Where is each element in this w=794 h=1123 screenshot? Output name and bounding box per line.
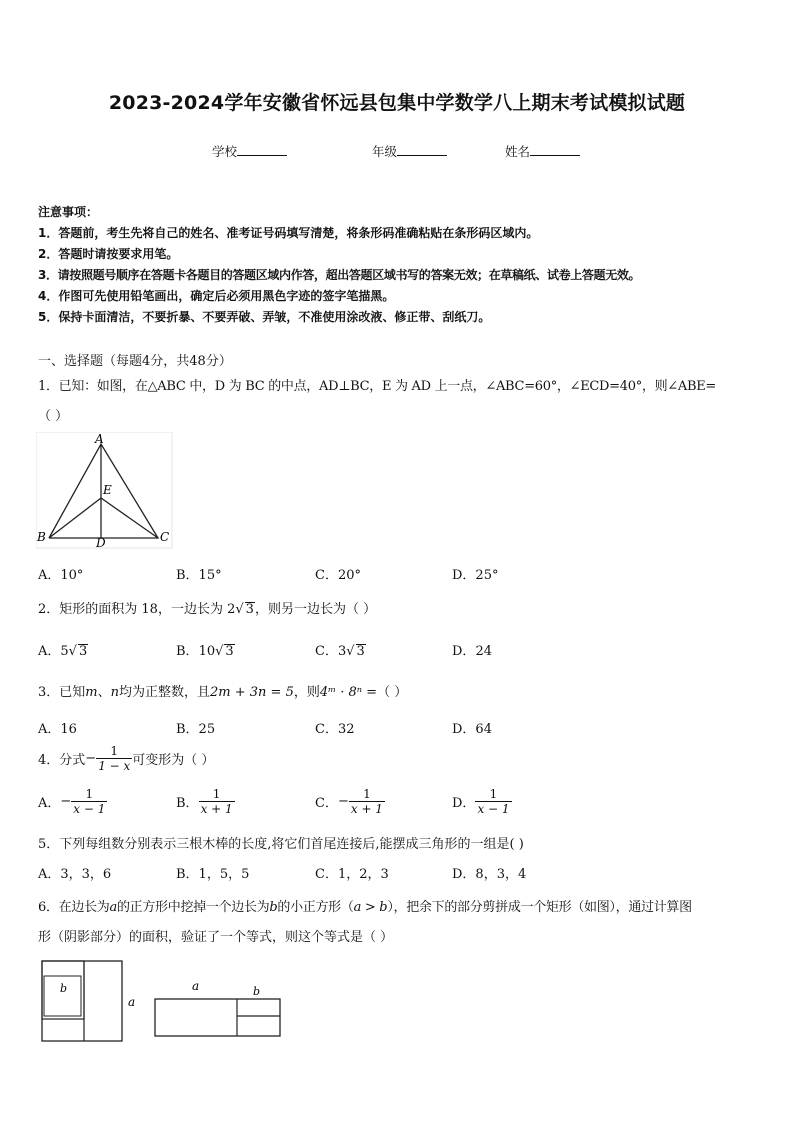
- q2-option-radicand: 3: [225, 644, 234, 659]
- q1-option-b[interactable]: B．15°: [176, 568, 222, 583]
- question-3-text: [38, 681, 407, 700]
- q6-part: 6．在边长为: [38, 900, 110, 915]
- q2-option-coef: 5: [60, 644, 69, 659]
- q3-part: （ ）: [377, 685, 408, 700]
- q4-option-d[interactable]: [452, 787, 512, 816]
- q3-option-c[interactable]: C．32: [315, 722, 355, 737]
- fig-b-label-right: b: [253, 985, 261, 998]
- question-4-text: [38, 744, 214, 773]
- q4-option-letter: B．: [176, 796, 199, 811]
- q4-option-sign: −: [337, 794, 349, 809]
- point-d-label: D: [96, 536, 106, 550]
- q4-option-denominator: x − 1: [477, 802, 510, 816]
- q1-option-a[interactable]: A．10°: [38, 568, 84, 583]
- q4-option-letter: C．: [315, 796, 338, 811]
- q2-post: ，则另一边长为（ ）: [254, 602, 377, 617]
- q5-option-b[interactable]: B．1，5，5: [176, 867, 250, 882]
- square-rectangle-figure: [38, 956, 288, 1046]
- vertex-b-label: B: [37, 530, 46, 544]
- q3-option-d[interactable]: D．64: [452, 722, 492, 737]
- q6-part: 的小正方形（: [277, 900, 354, 915]
- q2-coef: 2: [227, 602, 236, 617]
- q4-minus: −: [85, 751, 97, 766]
- question-6-text-line2: 形（阴影部分）的面积，验证了一个等式，则这个等式是（ ）: [38, 930, 394, 945]
- q4-denominator: 1 − x: [98, 759, 131, 773]
- question-1-paren: （ ）: [38, 409, 69, 424]
- notes-heading: 注意事项：: [38, 205, 99, 219]
- grade-label: 年级: [372, 144, 398, 159]
- q4-option-b[interactable]: [176, 787, 235, 816]
- q4-numerator: 1: [96, 744, 132, 759]
- school-label: 学校: [212, 144, 238, 159]
- q3-option-b[interactable]: B．25: [176, 722, 216, 737]
- name-blank[interactable]: [530, 141, 580, 156]
- q2-option-letter: A．: [38, 644, 61, 659]
- q4-option-letter: A．: [38, 796, 61, 811]
- page-title: 2023-2024学年安徽省怀远县包集中学数学八上期末考试模拟试题: [108, 92, 686, 114]
- q4-option-c[interactable]: [315, 787, 385, 816]
- q2-option-coef: 10: [198, 644, 216, 659]
- q4-option-denominator: x − 1: [73, 802, 106, 816]
- q6-var-b: b: [269, 900, 278, 915]
- q1-option-c[interactable]: C．20°: [315, 568, 361, 583]
- q2-option-value: 24: [475, 644, 492, 659]
- q2-option-d[interactable]: [452, 640, 492, 659]
- grade-blank[interactable]: [397, 141, 447, 156]
- q5-option-c[interactable]: C．1，2，3: [315, 867, 389, 882]
- q2-option-b[interactable]: B．10√ 3: [176, 644, 234, 659]
- q3-expression: 4ᵐ · 8ⁿ =: [319, 685, 378, 700]
- section-heading: 一、选择题（每题4分，共48分）: [38, 354, 232, 369]
- q3-equation: 2m + 3n = 5: [210, 685, 294, 700]
- point-e-label: E: [103, 483, 112, 497]
- q4-option-numerator: 1: [199, 787, 235, 802]
- q3-part: 3．已知: [38, 685, 86, 700]
- q4-fraction: [96, 744, 132, 773]
- q2-option-letter: C．: [315, 644, 338, 659]
- q5-option-a[interactable]: A．3，3，6: [38, 867, 112, 882]
- note-item: 1．答题前，考生先将自己的姓名、准考证号码填写清楚，将条形码准确粘贴在条形码区域内。: [38, 226, 539, 240]
- q6-var-a: a: [109, 900, 117, 915]
- vertex-c-label: C: [160, 530, 170, 544]
- q5-option-d[interactable]: D．8，3，4: [452, 867, 527, 882]
- q6-part: ），把余下的部分剪拼成一个矩形（如图），通过计算图: [387, 900, 692, 915]
- grade-field[interactable]: [372, 141, 447, 160]
- q2-option-letter: D．: [452, 644, 476, 659]
- fig-a-label-left: a: [128, 995, 136, 1009]
- q3-option-a[interactable]: A．16: [38, 722, 77, 737]
- name-label: 姓名: [505, 144, 531, 159]
- triangle-figure: [36, 432, 174, 550]
- school-blank[interactable]: [237, 141, 287, 156]
- note-item: 2．答题时请按要求用笔。: [38, 247, 179, 261]
- q4-option-a[interactable]: [38, 787, 107, 816]
- q3-var-m: m: [85, 685, 98, 700]
- question-1-text: 1．已知：如图，在△ABC 中，D 为 BC 的中点，AD⊥BC，E 为 AD 上一点，∠ABC=60°，∠ECD=40°，则∠ABE=: [38, 379, 717, 394]
- q4-option-denominator: x + 1: [350, 802, 383, 816]
- q2-pre: 2．矩形的面积为 18，一边长为: [38, 602, 228, 617]
- q3-part: ，则: [293, 685, 320, 700]
- q2-option-radicand: 3: [78, 644, 88, 659]
- note-item: 5．保持卡面清洁，不要折暴、不要弄破、弄皱，不准使用涂改液、修正带、刮纸刀。: [38, 310, 491, 324]
- question-2-text: 2．矩形的面积为 18，一边长为 2√ 3，则另一边长为（ ）: [38, 602, 377, 617]
- q3-part: 、: [97, 685, 111, 700]
- q2-option-letter: B．: [176, 644, 199, 659]
- school-field[interactable]: [212, 141, 287, 160]
- q4-pre: 4．分式: [38, 753, 86, 768]
- q4-option-numerator: 1: [475, 787, 511, 802]
- question-6-text: [38, 896, 692, 915]
- q2-option-c[interactable]: C．3√ 3: [315, 644, 365, 659]
- question-5-text: 5．下列每组数分别表示三根木棒的长度,将它们首尾连接后,能摆成三角形的一组是( ): [38, 837, 524, 852]
- q2-radicand: 3: [245, 602, 254, 617]
- q1-option-d[interactable]: D．25°: [452, 568, 499, 583]
- name-field[interactable]: [505, 141, 580, 160]
- q6-part: 的正方形中挖掉一个边长为: [116, 900, 270, 915]
- fig-b-label-left: b: [60, 982, 68, 995]
- q4-option-denominator: x + 1: [200, 802, 233, 816]
- vertex-a-label: A: [95, 432, 104, 446]
- q3-var-n: n: [110, 685, 119, 700]
- note-item: 3．请按照题号顺序在答题卡各题目的答题区域内作答，超出答题区域书写的答案无效；在草稿纸、试卷上答题无效。: [38, 268, 641, 282]
- q2-option-coef: 3: [337, 644, 347, 659]
- q2-option-radicand: 3: [356, 644, 365, 659]
- q3-part: 均为正整数，且: [119, 685, 211, 700]
- q4-option-numerator: 1: [71, 787, 107, 802]
- note-item: 4．作图可先使用铅笔画出，确定后必须用黑色字迹的签字笔描黑。: [38, 289, 395, 303]
- q6-condition: a > b: [353, 900, 388, 915]
- q4-option-letter: D．: [452, 796, 476, 811]
- fig-a-label-right: a: [192, 979, 200, 993]
- q4-post: 可变形为（ ）: [132, 753, 215, 768]
- q2-option-a[interactable]: A．5√ 3: [38, 644, 88, 659]
- q4-option-sign: −: [60, 794, 72, 809]
- q4-option-numerator: 1: [349, 787, 385, 802]
